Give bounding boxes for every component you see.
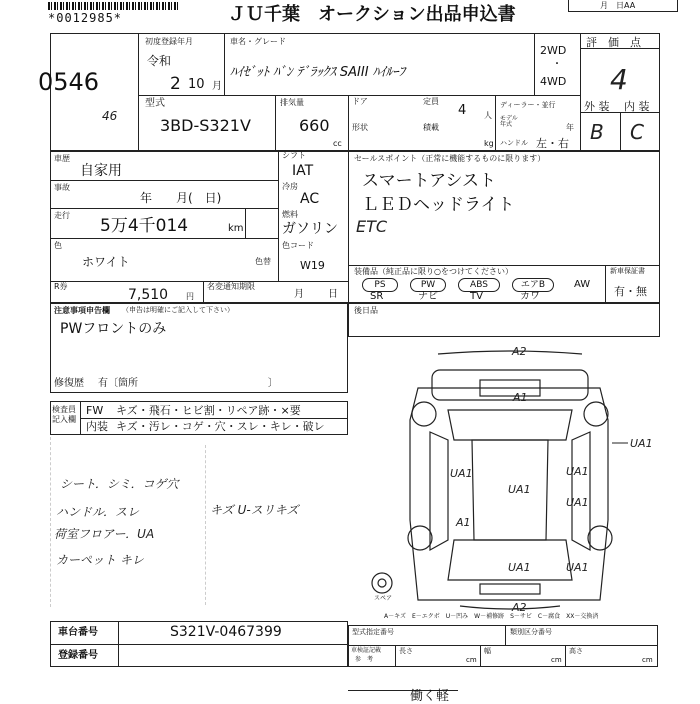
handle-label: ハンドル xyxy=(500,139,528,147)
dealer-label: ディーラー・並行 xyxy=(500,101,556,109)
selling-points-label: セールスポイント（正常に機能するものに限ります） xyxy=(354,154,546,163)
handwritten-note-1: シート．シミ．コゲ穴 xyxy=(60,477,179,491)
notes-label: 注意事項申告欄 xyxy=(54,306,110,315)
load-label: 積載 xyxy=(423,123,439,132)
registration-era: 令和 xyxy=(147,54,172,68)
warranty-label: 新車保証書 xyxy=(610,267,645,275)
ac-value: AC xyxy=(300,191,320,207)
fuel-value: ガソリン xyxy=(282,221,338,237)
model-label: 型式 xyxy=(145,98,165,109)
damage-mark-roof-ua1: UA1 xyxy=(508,483,531,496)
exterior-label: 外 装 xyxy=(584,100,610,113)
score-label: 評 価 点 xyxy=(586,36,641,49)
model-designation-label: 型式指定番号 xyxy=(352,628,394,636)
equipment-pw[interactable]: PW xyxy=(410,278,446,292)
bottom-strip-text: 働く軽 xyxy=(410,689,450,704)
drive-dot: ・ xyxy=(552,59,562,70)
length-unit: cm xyxy=(466,656,477,664)
equipment-leather[interactable]: カワ xyxy=(520,291,540,302)
width-unit: cm xyxy=(551,656,562,664)
equipment-sr[interactable]: SR xyxy=(370,291,384,302)
shift-value: IAT xyxy=(292,163,314,179)
drive-4wd: 4WD xyxy=(540,75,567,88)
vehicle-name-label: 車名・グレード xyxy=(230,37,286,46)
usage-value: 自家用 xyxy=(80,163,122,179)
damage-mark-left-rear-a1: A1 xyxy=(456,516,471,529)
usage-label: 車歴 xyxy=(54,154,70,163)
displacement-unit: cc xyxy=(333,139,342,148)
serial-barcode-text: *0012985* xyxy=(48,11,123,25)
model-year-label: モデル 年式 xyxy=(500,115,518,128)
height-label: 高さ xyxy=(569,647,583,655)
ac-label: 冷房 xyxy=(282,182,298,191)
width-label: 幅 xyxy=(484,647,491,655)
capacity-unit: 人 xyxy=(484,111,492,120)
recycle-unit: 円 xyxy=(186,292,194,301)
damage-mark-right-quarter-ua1: UA1 xyxy=(566,561,589,574)
notice-label: 名変通知期限 xyxy=(207,282,255,291)
damage-mark-right-rear-ua1: UA1 xyxy=(566,496,589,509)
notes-sub-label: （申告は明確にご記入して下さい） xyxy=(122,306,234,314)
mileage-label: 走行 xyxy=(54,211,70,220)
form-title: ＪＵ千葉 オークション出品申込書 xyxy=(228,4,516,25)
warranty-value[interactable]: 有・無 xyxy=(614,285,647,298)
registration-number-label: 登録番号 xyxy=(58,650,98,661)
color-change-label: 色替 xyxy=(255,257,271,266)
equipment-aw[interactable]: AW xyxy=(574,279,591,290)
displacement-label: 排気量 xyxy=(280,98,304,107)
mileage-unit: km xyxy=(228,223,244,234)
inspector-interior-label: 内装 xyxy=(86,420,108,433)
rear-items-label: 後日品 xyxy=(354,306,378,315)
repair-label: 修復歴 xyxy=(54,378,84,389)
equipment-airbag[interactable]: エアB xyxy=(512,278,554,292)
accident-value: 年 月( 日) xyxy=(140,191,222,205)
handwritten-area xyxy=(50,437,349,607)
registration-month-unit: 月 xyxy=(212,81,222,92)
interior-grade: C xyxy=(630,120,644,144)
equipment-abs[interactable]: ABS xyxy=(458,278,500,292)
lot-number: 0546 xyxy=(38,68,100,96)
fuel-label: 燃料 xyxy=(282,210,298,219)
damage-mark-hood-a1: A1 xyxy=(513,391,528,404)
selling-point-2: ＬＥＤヘッドライト xyxy=(362,195,515,215)
load-unit: kg xyxy=(484,139,494,148)
inspector-fw-items: キズ・飛石・ヒビ割・リペア跡・×要 xyxy=(116,404,301,417)
vehicle-name: ﾊｲｾﾞｯﾄ ﾊﾞﾝ ﾃﾞﾗｯｸｽ SAIII ﾊｲﾙｰﾌ xyxy=(230,65,406,80)
handwritten-note-4: カーペット キレ xyxy=(56,553,144,567)
equipment-tv[interactable]: TV xyxy=(470,291,483,302)
model-year-unit: 年 xyxy=(566,123,574,132)
accident-label: 事故 xyxy=(54,183,70,192)
capacity-label: 定員 xyxy=(423,97,439,106)
damage-mark-right-door-ua1: UA1 xyxy=(566,465,589,478)
shape-label: 形状 xyxy=(352,123,368,132)
shift-label: シフト xyxy=(282,151,306,160)
equipment-ps[interactable]: PS xyxy=(362,278,398,292)
inspector-fw-label: FW xyxy=(86,404,104,417)
inspector-label: 検査員 記入欄 xyxy=(52,405,76,425)
category-label: 類別区分番号 xyxy=(510,628,552,636)
repair-value: 有〔箇所 〕 xyxy=(98,378,278,389)
damage-mark-right-fender-ua1: UA1 xyxy=(630,437,653,450)
handle-value[interactable]: 左・右 xyxy=(536,137,569,150)
registration-year: 2 xyxy=(170,74,181,94)
equipment-navi[interactable]: ナビ xyxy=(418,291,438,302)
damage-mark-rear-a2: A2 xyxy=(512,601,527,614)
model-value: 3BD-S321V xyxy=(160,116,251,135)
color-label: 色 xyxy=(54,241,62,250)
color-code-label: 色コード xyxy=(282,241,314,250)
capacity-value: 4 xyxy=(458,103,467,118)
interior-label: 内 装 xyxy=(624,100,650,113)
reference-label: 参 考 xyxy=(355,656,374,663)
top-form-frame xyxy=(50,33,660,151)
barcode-graphic xyxy=(48,2,180,10)
notice-month: 月 xyxy=(294,289,304,300)
rear-items-frame xyxy=(348,303,660,337)
selling-point-3: ETC xyxy=(356,217,388,236)
equipment-label: 装備品（純正品に限り○をつけてください） xyxy=(354,267,513,276)
damage-mark-front-a2: A2 xyxy=(512,345,527,358)
chassis-value: S321V-0467399 xyxy=(170,624,282,640)
damage-legend: A－キズ E－エクボ U－凹み W－補修跡 S－サビ C－腐食 XX－交換済 xyxy=(384,613,599,620)
damage-mark-left-door-ua1: UA1 xyxy=(450,467,473,480)
selling-point-1: スマートアシスト xyxy=(362,171,496,191)
recycle-label: R券 xyxy=(54,282,68,291)
inspection-record-label: 車検証記載 xyxy=(351,647,382,654)
displacement-value: 660 xyxy=(299,116,330,135)
spare-label: スペア xyxy=(374,595,393,602)
car-damage-diagram xyxy=(360,340,660,620)
damage-mark-tailgate-ua1: UA1 xyxy=(508,561,531,574)
lot-handwritten-note: 46 xyxy=(102,109,118,123)
color-code-value: W19 xyxy=(300,259,325,272)
recycle-amount: 7,510 xyxy=(128,287,169,303)
color-value: ホワイト xyxy=(82,255,130,269)
registration-month: 10 xyxy=(188,77,205,92)
height-unit: cm xyxy=(642,656,653,664)
drive-2wd: 2WD xyxy=(540,44,567,57)
handwritten-note-3: 荷室フロアー．UA xyxy=(54,527,155,541)
notice-day: 日 xyxy=(328,289,338,300)
mileage-value: 5万4千014 xyxy=(100,216,189,236)
handwritten-note-2: ハンドル．スレ xyxy=(56,505,140,519)
score-value: 4 xyxy=(610,63,628,96)
chassis-label: 車台番号 xyxy=(58,627,98,638)
handwritten-note-mid: キズ U-スリキズ xyxy=(210,503,299,517)
length-label: 長さ xyxy=(399,647,413,655)
exterior-grade: B xyxy=(590,120,604,144)
inspector-interior-items: キズ・汚レ・コゲ・穴・スレ・キレ・破レ xyxy=(116,420,325,433)
registration-label: 初度登録年月 xyxy=(145,37,193,46)
door-label: ドア xyxy=(352,97,368,106)
notes-value: PWフロントのみ xyxy=(60,321,167,337)
date-suffix: 月 日AA xyxy=(600,1,636,10)
